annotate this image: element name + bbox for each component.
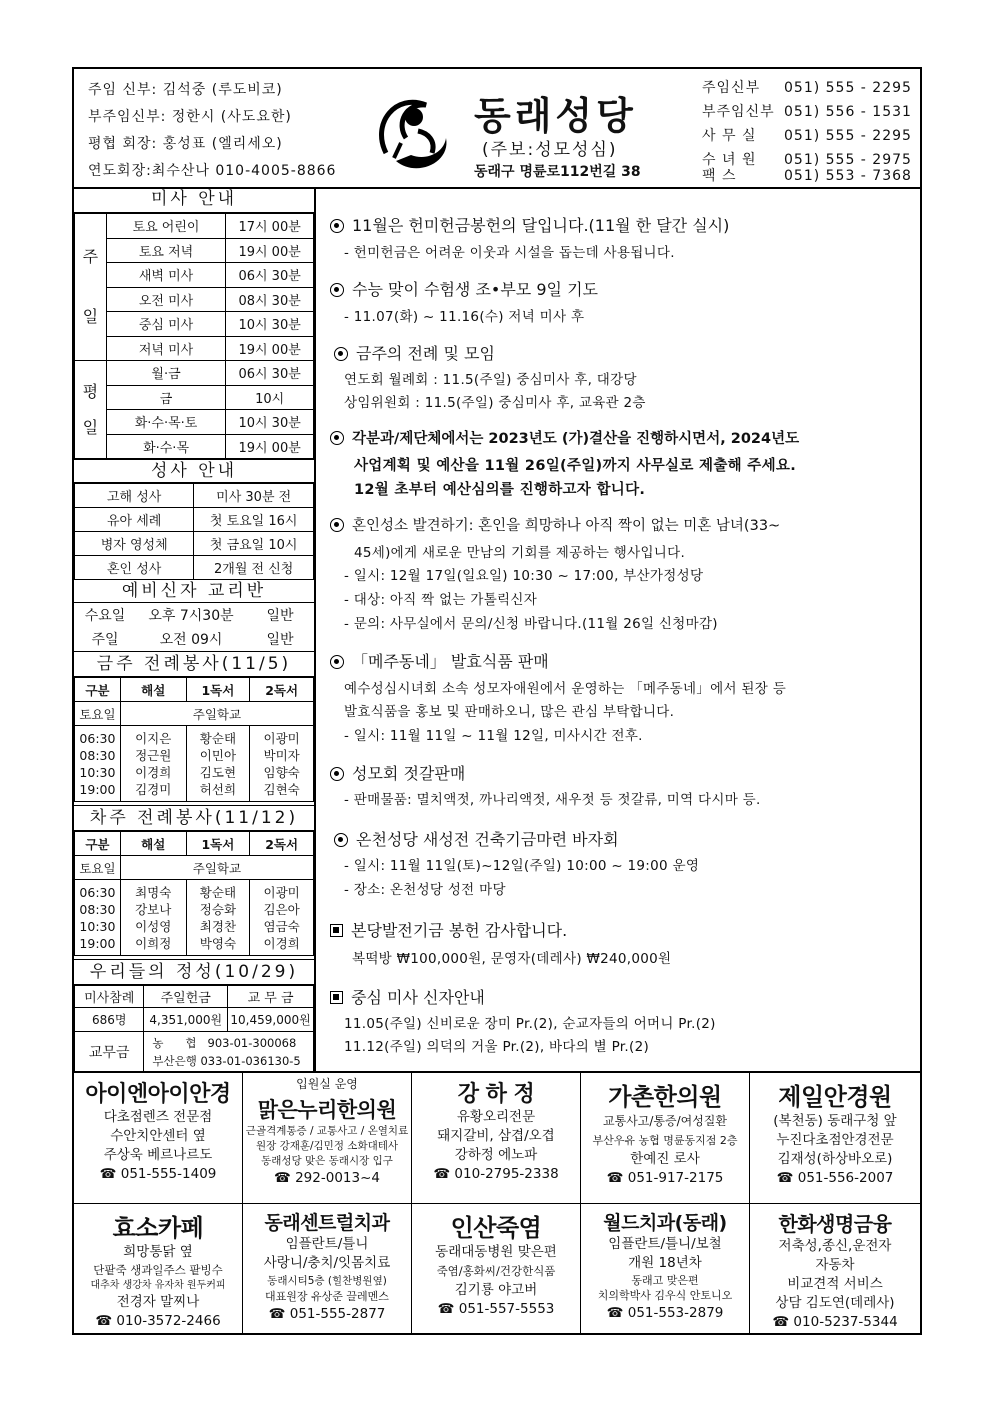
service-cell: 황순태 bbox=[199, 884, 237, 900]
council-president-line: 평협 회장: 홍성표 (엘리세오) bbox=[88, 136, 283, 152]
table-cell: 19시 00분 bbox=[226, 238, 314, 263]
table-row bbox=[75, 726, 314, 802]
table-cell: 월·금 bbox=[106, 361, 225, 386]
offering-head: 교 무 금 bbox=[228, 986, 314, 1008]
service-cell: 박영숙 bbox=[199, 935, 237, 951]
table-cell: 혼인 성사 bbox=[75, 556, 194, 580]
table-cell: 오전 미사 bbox=[106, 287, 225, 312]
table-cell: 08시 30분 bbox=[226, 287, 314, 312]
phone-text: ☎ 051-555-2877 bbox=[268, 1306, 386, 1322]
service-cell: 이지은 bbox=[135, 730, 172, 746]
notice-line: 11.05(주일) 신비로운 장미 Pr.(2), 순교자들의 어머니 Pr.(2) bbox=[344, 1016, 716, 1032]
table-cell: 10시 30분 bbox=[226, 312, 314, 337]
service-cell: 10:30 bbox=[79, 918, 116, 934]
mass-title: 미사 안내 bbox=[74, 187, 314, 213]
notice-line: - 판매물품: 멸치액젓, 까나리액젓, 새우젓 등 젓갈류, 미역 다시마 등. bbox=[344, 792, 761, 808]
bulletin-frame bbox=[72, 67, 922, 1335]
table-cell: 화·수·목 bbox=[106, 434, 225, 459]
service-cell: 강보나 bbox=[135, 901, 172, 917]
notice-title: 각분과/제단체에서는 2023년도 (가)결산을 진행하시면서, 2024년도 bbox=[330, 427, 799, 448]
notice-line: 복떡방 ₩100,000원, 문영자(데레사) ₩240,000원 bbox=[352, 951, 672, 967]
table-row bbox=[75, 214, 314, 239]
table-cell: 일반 bbox=[266, 608, 294, 624]
table-cell: 06시 30분 bbox=[226, 263, 314, 288]
table-cell: 오후 7시30분 bbox=[148, 608, 234, 624]
table-row bbox=[75, 532, 314, 556]
notice-title: 11월은 헌미헌금봉헌의 달입니다.(11월 한 달간 실시) bbox=[330, 213, 729, 236]
ad-dongnae-central-dental: 동래센트럴치과 임플란트/틀니 사랑니/충치/잇몸치료 동래시티5층 (힐찬병원옆) 대표원장 유상준 끌레멘스 ☎ 051-555-2877 bbox=[243, 1204, 412, 1334]
phone-text: ☎ 292-0013~4 bbox=[273, 1170, 380, 1186]
table-cell: 구분 bbox=[75, 678, 121, 702]
table-cell: 10시 30분 bbox=[226, 410, 314, 435]
contact-row: 팩 스 051) 553 - 7368 bbox=[702, 168, 912, 184]
table-row bbox=[75, 880, 314, 956]
table-cell: 병자 영성체 bbox=[75, 532, 194, 556]
service-next-week-title: 차주 전례봉사(11/12) bbox=[74, 805, 314, 831]
notice-line: 45세)에게 새로운 만남의 기회를 제공하는 행사입니다. bbox=[354, 545, 686, 561]
table-row bbox=[75, 287, 314, 312]
contact-row: 수 녀 원 051) 555 - 2975 bbox=[702, 152, 912, 168]
table-cell: 일반 bbox=[266, 632, 294, 648]
notice-line: - 장소: 온천성당 성전 마당 bbox=[344, 882, 506, 898]
service-cell: 이민아 bbox=[199, 747, 237, 763]
contact-row: 주임신부 051) 555 - 2295 bbox=[702, 80, 912, 96]
sunday-label: 주 일 bbox=[75, 214, 107, 361]
service-cell: 이광미 bbox=[263, 730, 300, 746]
table-cell: 첫 토요일 16시 bbox=[194, 508, 314, 532]
table-cell: 10시 bbox=[226, 385, 314, 410]
circle-bullet-icon bbox=[330, 655, 344, 669]
service-column bbox=[75, 880, 121, 956]
notice-title: 본당발전기금 봉헌 감사합니다. bbox=[330, 918, 567, 941]
service-cell: 19:00 bbox=[79, 781, 116, 797]
service-cell: 이경희 bbox=[263, 935, 300, 951]
table-cell: 화·수·목·토 bbox=[106, 410, 225, 435]
table-cell: 토요일 bbox=[75, 856, 121, 880]
service-cell: 06:30 bbox=[79, 884, 116, 900]
pastor-line: 주임 신부: 김석중 (루도비코) bbox=[88, 82, 283, 98]
notice-line: 상임위원회 : 11.5(주일) 중심미사 후, 교육관 2층 bbox=[344, 395, 646, 411]
attendance-value: 686명 bbox=[75, 1008, 144, 1032]
notice-title: 중심 미사 신자안내 bbox=[330, 985, 485, 1008]
notice-line: - 문의: 사무실에서 문의/신청 바랍니다.(11월 26일 신청마감) bbox=[344, 616, 718, 632]
service-cell: 허선희 bbox=[199, 781, 237, 797]
table-cell: 유아 세례 bbox=[75, 508, 194, 532]
table-cell: 주일학교 bbox=[120, 702, 313, 726]
table-row bbox=[75, 361, 314, 386]
table-row bbox=[74, 603, 314, 627]
service-cell: 김경미 bbox=[135, 781, 172, 797]
table-cell: 새벽 미사 bbox=[106, 263, 225, 288]
notice-line: - 일시: 11월 11일 ~ 11월 12일, 미사시간 전후. bbox=[344, 728, 643, 744]
circle-bullet-icon bbox=[334, 347, 348, 361]
service-column bbox=[250, 726, 314, 802]
bank-account-nh: 농 협 903-01-300068 bbox=[152, 1035, 297, 1050]
service-cell: 김도현 bbox=[199, 764, 237, 780]
contact-row: 부주임신부 051) 556 - 1531 bbox=[702, 104, 912, 120]
service-column bbox=[250, 880, 314, 956]
circle-bullet-icon bbox=[330, 518, 344, 532]
circle-bullet-icon bbox=[330, 219, 344, 233]
service-cell: 최경찬 bbox=[199, 918, 237, 934]
church-tax-value: 10,459,000원 bbox=[228, 1008, 314, 1032]
table-cell: 해설 bbox=[120, 832, 186, 856]
service-cell: 최명숙 bbox=[135, 884, 172, 900]
service-column bbox=[120, 880, 186, 956]
service-this-week-table bbox=[74, 677, 314, 802]
sacrament-table bbox=[74, 483, 314, 580]
notice-title: 금주의 전례 및 모임 bbox=[334, 341, 495, 364]
table-cell: 17시 00분 bbox=[226, 214, 314, 239]
notice-line: - 대상: 아직 짝 없는 가톨릭신자 bbox=[344, 592, 538, 608]
service-cell: 박미자 bbox=[263, 747, 300, 763]
phone-text: ☎ 010-2795-2338 bbox=[433, 1166, 559, 1182]
service-column bbox=[120, 726, 186, 802]
notice-line: - 일시: 12월 17일(일요일) 10:30 ~ 17:00, 부산가정성당 bbox=[344, 568, 704, 584]
ad-ini-optical: 아이엔아이안경 다초점렌즈 전문점 수안치안센터 옆 주상욱 베르나르도 ☎ 051-555-1409 bbox=[74, 1073, 243, 1203]
service-cell: 김현숙 bbox=[263, 781, 300, 797]
catechumen-table bbox=[74, 603, 314, 651]
circle-bullet-icon bbox=[330, 431, 344, 445]
sunday-offering-value: 4,351,000원 bbox=[144, 1008, 228, 1032]
bank-accounts bbox=[144, 1032, 314, 1072]
service-cell: 김은아 bbox=[263, 901, 300, 917]
table-cell: 주일 bbox=[91, 632, 119, 648]
service-cell: 08:30 bbox=[79, 747, 116, 763]
table-row bbox=[75, 434, 314, 459]
table-cell: 1독서 bbox=[186, 832, 250, 856]
table-cell: 구분 bbox=[75, 832, 121, 856]
notice-line: 예수성심시녀회 소속 성모자애원에서 운영하는 「메주동네」에서 된장 등 bbox=[344, 681, 787, 697]
service-cell: 이성영 bbox=[135, 918, 172, 934]
ad-jeil-optical: 제일안경원 (복천동) 동래구청 앞 누진다초점안경전문 김재성(하상바오로) ☎ 051-556-2007 bbox=[750, 1073, 920, 1203]
offering-title: 우리들의 정성(10/29) bbox=[74, 959, 314, 985]
service-column bbox=[186, 726, 250, 802]
table-cell: 첫 금요일 10시 bbox=[194, 532, 314, 556]
table-row bbox=[75, 832, 314, 856]
table-row bbox=[75, 484, 314, 508]
contact-row: 사 무 실 051) 555 - 2295 bbox=[702, 128, 912, 144]
service-next-week-table bbox=[74, 831, 314, 956]
phone-text: ☎ 051-917-2175 bbox=[606, 1170, 724, 1186]
table-cell: 토요 어린이 bbox=[106, 214, 225, 239]
table-cell: 2개월 전 신청 bbox=[194, 556, 314, 580]
circle-bullet-icon bbox=[334, 833, 348, 847]
ad-world-dental: 월드치과(동래) 임플란트/틀니/보철 개원 18년차 동래고 맞은편 치의학박사 김우식 안토니오 ☎ 051-553-2879 bbox=[581, 1204, 750, 1334]
notice-line: 사업계획 및 예산을 11월 26일(주일)까지 사무실로 제출해 주세요. bbox=[354, 458, 797, 474]
advertisements bbox=[74, 1071, 920, 1335]
offering-head: 미사참례 bbox=[75, 986, 144, 1008]
service-cell: 이광미 bbox=[263, 884, 300, 900]
table-row bbox=[75, 702, 314, 726]
phone-text: ☎ 010-5237-5344 bbox=[772, 1314, 898, 1330]
mass-table bbox=[74, 213, 314, 459]
table-row bbox=[75, 312, 314, 337]
church-tax-label: 교무금 bbox=[75, 1032, 144, 1072]
phone-text: ☎ 051-553-2879 bbox=[606, 1305, 724, 1321]
table-cell: 해설 bbox=[120, 678, 186, 702]
table-cell: 중심 미사 bbox=[106, 312, 225, 337]
service-cell: 정승화 bbox=[199, 901, 237, 917]
table-cell: 06시 30분 bbox=[226, 361, 314, 386]
service-cell: 06:30 bbox=[79, 730, 116, 746]
table-cell: 고해 성사 bbox=[75, 484, 194, 508]
notice-line: - 일시: 11월 11일(토)~12일(주일) 10:00 ~ 19:00 운영 bbox=[344, 858, 700, 874]
notice-title: 온천성당 새성전 건축기금마련 바자회 bbox=[334, 827, 619, 850]
notice-title: 성모회 젓갈판매 bbox=[330, 761, 465, 784]
table-row bbox=[75, 678, 314, 702]
square-bullet-icon bbox=[330, 991, 343, 1004]
table-row bbox=[75, 336, 314, 361]
table-cell: 저녁 미사 bbox=[106, 336, 225, 361]
table-cell: 2독서 bbox=[250, 678, 314, 702]
weekday-label: 평 일 bbox=[75, 361, 107, 459]
parish-logo bbox=[366, 83, 466, 179]
notice-line: - 헌미헌금은 어려운 이웃과 시설을 돕는데 사용됩니다. bbox=[344, 245, 675, 261]
notice-title: 「메주동네」 발효식품 판매 bbox=[330, 649, 549, 672]
ad-insan-bamboo-salt: 인산죽염 동래대동병원 맞은편 죽염/홍화씨/건강한식품 김기룡 야고버 ☎ 051-557-5553 bbox=[412, 1204, 581, 1334]
bank-account-busan: 부산은행 033-01-036130-5 bbox=[152, 1053, 301, 1068]
table-row bbox=[75, 385, 314, 410]
ad-hyoso-cafe: 효소카페 희망통닭 옆 단팥죽 생과일주스 팥빙수 대추차 생강차 유자차 원두커피 전경자 말찌나 ☎ 010-3572-2466 bbox=[74, 1204, 243, 1334]
table-row bbox=[75, 238, 314, 263]
parish-title: 동래성당 bbox=[474, 94, 637, 138]
service-cell: 08:30 bbox=[79, 901, 116, 917]
catechumen-title: 예비신자 교리반 bbox=[74, 579, 314, 603]
service-cell: 임향숙 bbox=[263, 764, 300, 780]
table-cell: 주일학교 bbox=[120, 856, 313, 880]
phone-text: ☎ 051-555-1409 bbox=[99, 1166, 217, 1182]
table-row bbox=[75, 410, 314, 435]
table-cell: 19시 00분 bbox=[226, 434, 314, 459]
phone-text: ☎ 010-3572-2466 bbox=[95, 1313, 221, 1329]
notice-title: 혼인성소 발견하기: 혼인을 희망하나 아직 짝이 없는 미혼 남녀(33~ bbox=[330, 514, 780, 535]
table-cell: 1독서 bbox=[186, 678, 250, 702]
service-cell: 이경희 bbox=[135, 764, 172, 780]
notice-title: 수능 맞이 수험생 조•부모 9일 기도 bbox=[330, 277, 598, 300]
header bbox=[74, 69, 920, 189]
table-cell: 토요일 bbox=[75, 702, 121, 726]
circle-bullet-icon bbox=[330, 283, 344, 297]
table-row bbox=[75, 263, 314, 288]
notice-line: - 11.07(화) ~ 11.16(수) 저녁 미사 후 bbox=[344, 309, 585, 325]
table-cell: 오전 09시 bbox=[159, 632, 223, 648]
square-bullet-icon bbox=[330, 924, 343, 937]
notice-line: 11.12(주일) 의덕의 거울 Pr.(2), 바다의 별 Pr.(2) bbox=[344, 1039, 650, 1055]
service-this-week-title: 금주 전례봉사(11/5) bbox=[74, 651, 314, 677]
notice-line: 연도회 월례회 : 11.5(주일) 중심미사 후, 대강당 bbox=[344, 372, 637, 388]
service-cell: 황순태 bbox=[199, 730, 237, 746]
service-cell: 19:00 bbox=[79, 935, 116, 951]
assistant-pastor-line: 부주임신부: 정한시 (사도요한) bbox=[88, 109, 292, 125]
offering-head: 주일헌금 bbox=[144, 986, 228, 1008]
patron-subtitle: (주보:성모성심) bbox=[482, 140, 618, 160]
circle-bullet-icon bbox=[330, 767, 344, 781]
parish-address: 동래구 명륜로112번길 38 bbox=[474, 164, 641, 180]
offering-table bbox=[74, 985, 314, 1072]
table-cell: 수요일 bbox=[84, 608, 126, 624]
ad-gachon-clinic: 가촌한의원 교통사고/통증/여성질환 부산우유 농협 명륜동지점 2층 한예진 로사 ☎ 051-917-2175 bbox=[581, 1073, 750, 1203]
service-cell: 염금숙 bbox=[263, 918, 300, 934]
ad-malgeun-nuri-clinic: 입원실 운영 맑은누리한의원 근골격계통증 / 교통사고 / 온열치료 원장 강재훈/김민정 소화대테사 동래성당 맞은 동래시장 입구 ☎ 292-0013~4 bbox=[243, 1073, 412, 1203]
table-cell: 금 bbox=[106, 385, 225, 410]
table-cell: 미사 30분 전 bbox=[194, 484, 314, 508]
phone-text: ☎ 051-556-2007 bbox=[776, 1170, 894, 1186]
ad-hanwha-life: 한화생명금융 저축성,종신,운전자 자동차 비교견적 서비스 상담 김도연(데레사) ☎ 010-5237-5344 bbox=[750, 1204, 920, 1334]
table-row bbox=[75, 508, 314, 532]
table-row bbox=[75, 856, 314, 880]
table-row bbox=[74, 627, 314, 651]
service-cell: 10:30 bbox=[79, 764, 116, 780]
table-cell: 19시 00분 bbox=[226, 336, 314, 361]
service-cell: 이희정 bbox=[135, 935, 172, 951]
service-column bbox=[75, 726, 121, 802]
table-cell: 토요 저녁 bbox=[106, 238, 225, 263]
notice-line: 12월 초부터 예산심의를 진행하고자 합니다. bbox=[354, 482, 646, 498]
left-column bbox=[74, 187, 316, 1071]
service-column bbox=[186, 880, 250, 956]
sacrament-title: 성사 안내 bbox=[74, 459, 314, 483]
phone-text: ☎ 051-557-5553 bbox=[437, 1301, 555, 1317]
table-cell: 2독서 bbox=[250, 832, 314, 856]
service-cell: 정근원 bbox=[135, 747, 172, 763]
yeondo-president-line: 연도회장:최수산나 010-4005-8866 bbox=[88, 163, 337, 179]
ad-ganghajeong: 강 하 정 유황오리전문 돼지갈비, 삼겹/오겹 강하정 에노파 ☎ 010-2795-2338 bbox=[412, 1073, 581, 1203]
notice-line: 발효식품을 홍보 및 판매하오니, 많은 관심 부탁합니다. bbox=[344, 704, 675, 720]
table-row bbox=[75, 556, 314, 580]
